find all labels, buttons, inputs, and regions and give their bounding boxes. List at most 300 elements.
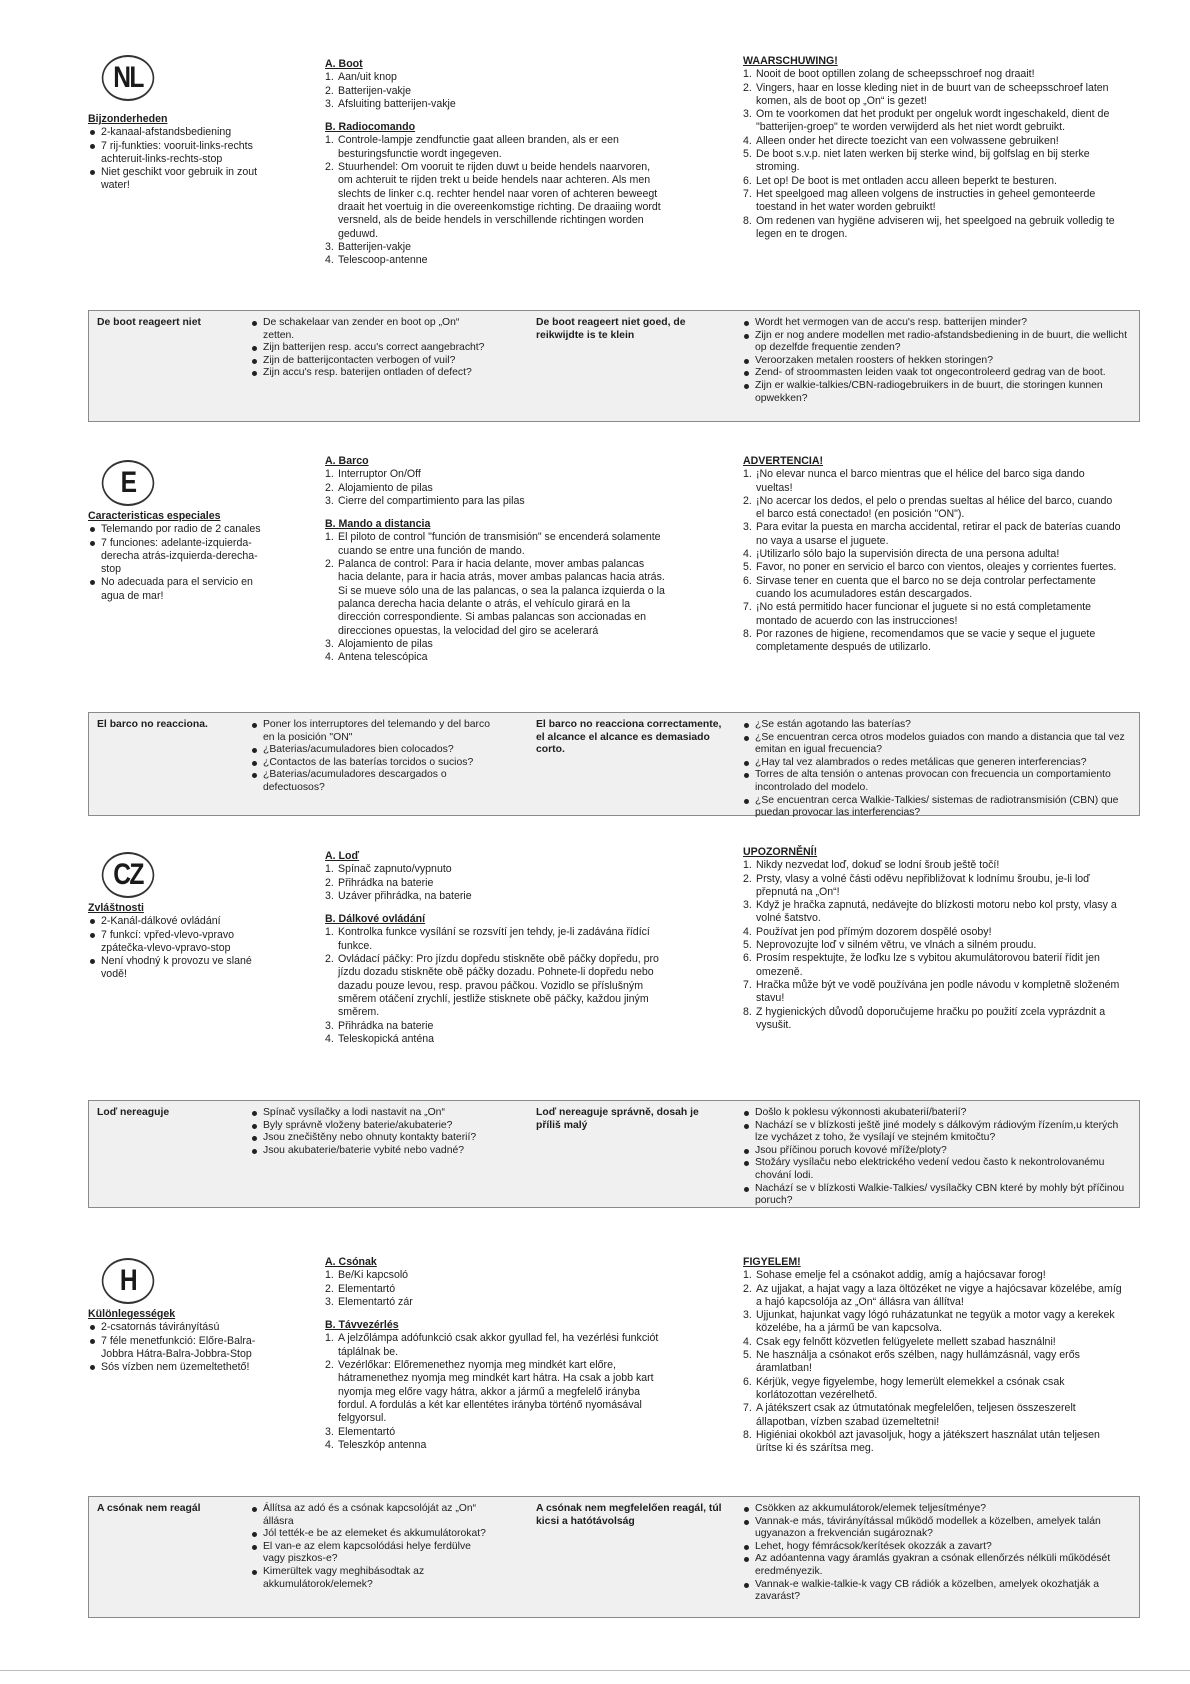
feature-item: Niet geschikt voor gebruik in zout water! (88, 166, 268, 193)
item-text: Alojamiento de pilas (338, 637, 433, 650)
boat-part-item (325, 1283, 665, 1296)
trouble-a-item: Poner los interruptores del telemando y del barco en la posición "ON" (250, 719, 490, 744)
item-text: Teleszkóp antenna (338, 1438, 427, 1451)
warnings-list (743, 468, 1123, 654)
item-text: Sirvase tener en cuenta que el barco no se deja controlar perfectamente cuando los acumuladores están descargados. (756, 574, 1096, 600)
remote-part-item (325, 1439, 665, 1452)
item-number: 4. (743, 1335, 752, 1348)
warning-item (743, 939, 1123, 952)
item-number: 2. (325, 161, 334, 174)
item-number: 3. (743, 108, 752, 121)
item-number: 1. (325, 531, 334, 544)
item-text: Používat jen pod přímým dozorem dospělé osoby! (756, 925, 992, 938)
trouble-b-title: De boot reageert niet goed, de reikwijdte is te klein (536, 317, 686, 341)
item-number: 5. (743, 561, 752, 574)
boat-parts-list (325, 863, 665, 903)
feature-item: 2-kanaal-afstandsbediening (88, 126, 268, 139)
item-text: Controle-lampje zendfunctie gaat alleen branden, als er een besturingsfunctie wordt ingegeven. (338, 134, 619, 160)
warning-item (743, 601, 1123, 628)
warnings-list (743, 68, 1123, 241)
item-text: Por razones de higiene, recomendamos que se vacie y seque el juguete completamente después de utilizarlo. (756, 627, 1096, 654)
warning-item (743, 1402, 1123, 1429)
trouble-a-title: A csónak nem reagál (97, 1503, 201, 1514)
item-number: 1. (325, 1332, 334, 1345)
trouble-b-item: Zend- of stroommasten leiden vaak tot ongecontroleerd gedrag van de boot. (742, 367, 1132, 380)
trouble-b-item: ¿Se encuentran cerca otros modelos guiados con mando a distancia que tal vez emitan en igual frecuencia? (742, 732, 1132, 757)
item-text: El piloto de control "función de transmisión" se encenderá solamente cuando se entre una función de mando. (338, 531, 661, 557)
item-text: Neprovozujte loď v silném větru, ve vlnách a silném proudu. (756, 939, 1037, 952)
warning-item (743, 148, 1123, 175)
warning-item (743, 575, 1123, 602)
remote-part-item (325, 1332, 665, 1359)
item-number: 7. (743, 1402, 752, 1415)
boat-title: A. Csónak (325, 1256, 377, 1268)
troubleshooting-box (88, 712, 1140, 819)
trouble-a-item: Byly správně vloženy baterie/akubaterie? (250, 1120, 490, 1133)
features-list (88, 1321, 268, 1374)
trouble-a-item: Jsou akubaterie/baterie vybité nebo vadné? (250, 1145, 490, 1158)
remote-part-item (325, 651, 665, 664)
warning-item (743, 215, 1123, 242)
item-number: 5. (743, 939, 752, 952)
item-text: Csak egy felnőtt közvetlen felügyelete mellett szabad használni! (756, 1335, 1056, 1348)
trouble-b-title: Loď nereaguje správně, dosah je příliš malý (536, 1107, 699, 1131)
trouble-b-item: Vannak-e más, távirányítással működő modellek a közelben, amelyek talán ugyanazon a frekvencián sugároznak? (742, 1516, 1132, 1541)
trouble-b-list (742, 1107, 1132, 1208)
item-text: Aan/uit knop (338, 71, 397, 84)
trouble-a-item: Spínač vysílačky a lodi nastavit na „On“ (250, 1107, 490, 1120)
item-text: Kontrolka funkce vysílání se rozsvítí jen tehdy, je-li zadávána řídící funkce. (338, 926, 650, 952)
country-code: E (120, 466, 136, 500)
warning-title: UPOZORNĚNÍ! (743, 846, 818, 858)
item-number: 2. (325, 1282, 334, 1295)
item-number: 2. (325, 558, 334, 571)
remote-parts-list (325, 134, 665, 267)
warning-item (743, 979, 1123, 1006)
feature-item: 2-Kanál-dálkové ovládání (88, 915, 268, 928)
item-text: Sohase emelje fel a csónakot addig, amíg a hajócsavar forog! (756, 1269, 1046, 1282)
trouble-a-title: Loď nereaguje (97, 1107, 170, 1118)
item-number: 1. (743, 1269, 752, 1282)
trouble-b-item: Veroorzaken metalen roosters of hekken storingen? (742, 355, 1132, 368)
item-number: 7. (743, 187, 752, 200)
item-number: 4. (743, 134, 752, 147)
trouble-a-item: Jól tették-e be az elemeket és akkumulátorokat? (250, 1528, 490, 1541)
item-number: 3. (325, 494, 334, 507)
item-number: 2. (743, 494, 752, 507)
bottom-rule (0, 1670, 1190, 1671)
warnings-block (743, 846, 1123, 1032)
features-block (88, 113, 268, 193)
warning-item (743, 495, 1123, 522)
remote-part-item (325, 558, 665, 638)
item-text: Het speelgoed mag alleen volgens de instructies in geheel gemonteerde toestand in het water worden gebruikt! (756, 187, 1096, 214)
item-text: Teleskopická anténa (338, 1032, 434, 1045)
trouble-b-list (742, 1503, 1132, 1604)
boat-part-item (325, 877, 665, 890)
trouble-b-item: ¿Se están agotando las baterías? (742, 719, 1132, 732)
warning-item (743, 859, 1123, 872)
troubleshooting-box (88, 1496, 1140, 1618)
remote-part-item (325, 161, 665, 241)
trouble-b-item: Zijn er walkie-talkies/CBN-radiogebruikers in de buurt, die storingen kunnen opwekken? (742, 380, 1132, 405)
boat-title: A. Boot (325, 58, 363, 70)
item-text: Nooit de boot optillen zolang de scheepsschroef nog draait! (756, 68, 1035, 81)
trouble-b-item: Lehet, hogy fémrácsok/kerítések okozzák a zavart? (742, 1541, 1132, 1554)
trouble-a-list (250, 719, 490, 795)
boat-part-item (325, 495, 665, 508)
trouble-b-item: Wordt het vermogen van de accu's resp. batterijen minder? (742, 317, 1132, 330)
item-number: 2. (325, 84, 334, 97)
warning-item (743, 521, 1123, 548)
trouble-a-list (250, 1503, 490, 1591)
item-number: 3. (325, 1295, 334, 1308)
item-number: 3. (325, 97, 334, 110)
item-text: Favor, no poner en servicio el barco con vientos, oleajes y corrientes fuertes. (756, 561, 1117, 574)
warnings-block (743, 55, 1123, 241)
trouble-a-item: Állítsa az adó és a csónak kapcsolóját az „On“ állásra (250, 1503, 490, 1528)
remote-part-item (325, 953, 665, 1019)
boat-part-item (325, 890, 665, 903)
warning-item (743, 548, 1123, 561)
trouble-a-list (250, 317, 490, 380)
item-number: 1. (325, 71, 334, 84)
section-e (0, 440, 1190, 830)
boat-part-item (325, 71, 665, 84)
parts-block (325, 850, 665, 1046)
item-number: 7. (743, 601, 752, 614)
boat-part-item (325, 1296, 665, 1309)
remote-part-item (325, 1033, 665, 1046)
spacer (325, 111, 665, 121)
item-number: 1. (325, 926, 334, 939)
trouble-b-item: Vannak-e walkie-talkie-k vagy CB rádiók a közelben, amelyek okozhatják a zavarást? (742, 1579, 1132, 1604)
features-title: Különlegességek (88, 1308, 176, 1320)
item-text: Higiéniai okokból azt javasoljuk, hogy a játékszert használat után teljesen ürítse ki és szárítsa meg. (756, 1428, 1100, 1455)
item-text: Kérjük, vegye figyelembe, hogy lemerült elemekkel a csónak csak korlátozottan vezérelhető. (756, 1375, 1065, 1401)
remote-title: B. Mando a distancia (325, 518, 431, 531)
item-number: 4. (325, 651, 334, 664)
features-block (88, 902, 268, 982)
item-text: Om te voorkomen dat het produkt per ongeluk wordt ingeschakeld, dient de "batterijen-groep" te worden verwijderd als het niet wordt gebruikt. (756, 108, 1110, 134)
trouble-b-item: Stožáry vysílaču nebo elektrického vedení vedou často k nekontrolovanému chování lodi. (742, 1157, 1132, 1182)
trouble-b-item: Jsou příčinou poruch kovové mříže/ploty? (742, 1145, 1132, 1158)
item-number: 6. (743, 952, 752, 965)
warning-item (743, 926, 1123, 939)
item-text: Nikdy nezvedat loď, dokuď se lodní šroub ještě točí! (756, 859, 1000, 872)
boat-part-item (325, 1269, 665, 1282)
trouble-b-item: Došlo k poklesu výkonnosti akubaterií/baterií? (742, 1107, 1132, 1120)
warning-title: ADVERTENCIA! (743, 455, 824, 467)
features-title: Zvláštnosti (88, 902, 144, 914)
warning-item (743, 1376, 1123, 1403)
spacer (325, 1309, 665, 1319)
remote-part-item (325, 1426, 665, 1439)
item-text: Interruptor On/Off (338, 468, 421, 481)
trouble-b-item: ¿Hay tal vez alambrados o redes metálicas que generen interferencias? (742, 757, 1132, 770)
item-text: Telescoop-antenne (338, 254, 428, 267)
section-nl (0, 0, 1190, 440)
boat-parts-list (325, 1269, 665, 1309)
item-number: 8. (743, 1005, 752, 1018)
item-number: 5. (743, 148, 752, 161)
trouble-b-item: ¿Se encuentran cerca Walkie-Talkies/ sistemas de radiotransmisión (CBN) que puedan provocar las interferencias? (742, 795, 1132, 820)
trouble-a-item: ¿Baterias/acumuladores bien colocados? (250, 744, 490, 757)
warning-item (743, 899, 1123, 926)
item-number: 2. (743, 1282, 752, 1295)
warning-item (743, 82, 1123, 109)
item-number: 1. (325, 863, 334, 876)
item-number: 6. (743, 174, 752, 187)
warning-item (743, 188, 1123, 215)
trouble-b-item: Nachází se v blízkosti ještě jiné modely s dálkovým rádiovým řízením,u kterých lze vycházet z toho, že vysílají ve stejném kmitočtu? (742, 1120, 1132, 1145)
troubleshooting-box (88, 1100, 1140, 1208)
warning-item (743, 1006, 1123, 1033)
parts-block (325, 58, 665, 267)
trouble-a-item: Zijn accu's resp. baterijen ontladen of defect? (250, 367, 490, 380)
item-text: Para evitar la puesta en marcha accidental, retirar el pack de baterías cuando no vaya a usarse el juguete. (756, 521, 1121, 547)
warning-item (743, 68, 1123, 81)
trouble-a-item: Kimerültek vagy meghibásodtak az akkumulátorok/elemek? (250, 1566, 490, 1591)
item-text: Afsluiting batterijen-vakje (338, 97, 456, 110)
remote-part-item (325, 1020, 665, 1033)
warning-item (743, 1269, 1123, 1282)
item-text: Vezérlőkar: Előremenethez nyomja meg mindkét kart előre, hátramenethez nyomja meg mindkét kart hátra. Ha csak a jobb kart nyomja meg előre vagy hátra, akkor a jármű a megfelelő irányba fordul. A fordulás a két kar ellentétes irányba történő nyomásával felgyorsul. (338, 1359, 654, 1425)
features-block (88, 1308, 268, 1374)
item-number: 4. (743, 548, 752, 561)
boat-parts-list (325, 468, 665, 508)
item-number: 3. (325, 889, 334, 902)
boat-parts-list (325, 71, 665, 111)
warning-item (743, 952, 1123, 979)
item-number: 1. (325, 1269, 334, 1282)
spacer (325, 903, 665, 913)
trouble-a-item: ¿Contactos de las baterías torcidos o sucios? (250, 757, 490, 770)
remote-part-item (325, 531, 665, 558)
remote-part-item (325, 638, 665, 651)
item-number: 7. (743, 978, 752, 991)
item-text: Ovládací páčky: Pro jízdu dopředu stiskněte obě páčky dopředu, pro jízdu dozadu stiskněte obě páčky dozadu. Pohnete-li dopředu nebo dazadu pouze levou, resp. pravou páčkou. Vozidlo se příslušným směrem otáčení zrychlí, jestliže stisknete obě páčky, každou jiným směrem. (338, 953, 659, 1019)
feature-item: Sós vízben nem üzemeltethető! (88, 1361, 268, 1374)
feature-item: 7 funkcí: vpřed-vlevo-vpravo zpátečka-vlevo-vpravo-stop (88, 929, 268, 956)
item-number: 5. (743, 1349, 752, 1362)
remote-title: B. Radiocomando (325, 121, 416, 134)
warning-item (743, 1336, 1123, 1349)
item-number: 3. (325, 637, 334, 650)
item-number: 2. (325, 1359, 334, 1372)
features-list (88, 126, 268, 192)
item-text: Elementartó zár (338, 1295, 413, 1308)
item-text: ¡No acercar los dedos, el pelo o prendas sueltas al hélice del barco, cuando el barco está conectado! (en posición "ON"). (756, 494, 1113, 521)
troubleshooting-box (88, 310, 1140, 422)
feature-item: Telemando por radio de 2 canales (88, 523, 268, 536)
item-number: 3. (325, 1425, 334, 1438)
section-h (0, 1240, 1190, 1680)
trouble-a-title: El barco no reacciona. (97, 719, 208, 730)
warning-item (743, 468, 1123, 495)
remote-part-item (325, 241, 665, 254)
feature-item: 7 funciones: adelante-izquierda-derecha atrás-izquierda-derecha-stop (88, 537, 268, 577)
item-text: Elementartó (338, 1282, 396, 1295)
item-text: Az ujjakat, a hajat vagy a laza öltözéket ne vigye a hajócsavar közelébe, amíg a hajó kapcsolója az „On“ állásra van állítva! (756, 1282, 1122, 1308)
country-code: NL (113, 61, 143, 95)
item-number: 3. (743, 521, 752, 534)
item-number: 3. (325, 240, 334, 253)
remote-part-item (325, 1359, 665, 1425)
country-badge (102, 1258, 154, 1304)
item-number: 2. (743, 872, 752, 885)
item-text: Když je hračka zapnutá, nedávejte do blízkosti motoru nebo kol prsty, vlasy a volné šatstvo. (756, 899, 1117, 925)
item-text: Prsty, vlasy a volné části oděvu nepřibližovat k lodnímu šroubu, je-li loď přepnutá na „On“! (756, 872, 1090, 898)
remote-part-item (325, 134, 665, 161)
remote-parts-list (325, 1332, 665, 1452)
feature-item: 2-csatornás távirányítású (88, 1321, 268, 1334)
boat-part-item (325, 468, 665, 481)
trouble-a-title: De boot reageert niet (97, 317, 201, 328)
remote-parts-list (325, 926, 665, 1046)
feature-item: No adecuada para el servicio en agua de mar! (88, 576, 268, 603)
trouble-b-item: Torres de alta tensión o antenas provocan con frecuencia un comportamiento incontrolado del modelo. (742, 769, 1132, 794)
trouble-b-item: Nachází se v blízkosti Walkie-Talkies/ vysílačky CBN které by mohly být příčinou poruch? (742, 1183, 1132, 1208)
item-number: 3. (743, 1309, 752, 1322)
country-code: CZ (113, 858, 143, 892)
features-list (88, 915, 268, 981)
remote-part-item (325, 254, 665, 267)
warnings-list (743, 859, 1123, 1032)
warnings-block (743, 455, 1123, 654)
warning-item (743, 175, 1123, 188)
warning-item (743, 1309, 1123, 1336)
item-text: A jelzőlámpa adófunkció csak akkor gyullad fel, ha vezérlési funkciót táplálnak be. (338, 1332, 659, 1358)
warning-item (743, 1349, 1123, 1376)
features-list (88, 523, 268, 603)
warning-item (743, 873, 1123, 900)
item-number: 1. (743, 68, 752, 81)
warning-item (743, 561, 1123, 574)
item-number: 2. (743, 81, 752, 94)
remote-title: B. Távvezérlés (325, 1319, 399, 1332)
item-number: 1. (325, 134, 334, 147)
remote-title: B. Dálkové ovládání (325, 913, 426, 926)
item-number: 8. (743, 627, 752, 640)
item-number: 4. (325, 1438, 334, 1451)
item-number: 2. (325, 481, 334, 494)
warning-item (743, 135, 1123, 148)
item-number: 2. (325, 876, 334, 889)
item-text: Z hygienických důvodů doporučujeme hračku po použití zcela vyprázdnit a vysušit. (756, 1005, 1106, 1031)
trouble-a-item: Zijn batterijen resp. accu's correct aangebracht? (250, 342, 490, 355)
item-text: Be/Ki kapcsoló (338, 1269, 409, 1282)
item-text: Přihrádka na baterie (338, 1019, 434, 1032)
warnings-block (743, 1256, 1123, 1455)
spacer (325, 508, 665, 518)
country-badge (102, 460, 154, 506)
trouble-b-title: A csónak nem megfelelően reagál, túl kicsi a hatótávolság (536, 1503, 722, 1527)
item-text: Antena telescópica (338, 651, 428, 664)
feature-item: 7 féle menetfunkció: Előre-Balra-Jobbra Hátra-Balra-Jobbra-Stop (88, 1335, 268, 1362)
warning-title: WAARSCHUWING! (743, 55, 838, 67)
trouble-a-item: ¿Baterias/acumuladores descargados o defectuosos? (250, 769, 490, 794)
country-code: H (119, 1264, 137, 1298)
boat-part-item (325, 482, 665, 495)
features-block (88, 510, 268, 603)
item-number: 1. (743, 859, 752, 872)
item-text: Cierre del compartimiento para las pilas (338, 494, 525, 507)
features-title: Bijzonderheden (88, 113, 168, 125)
item-text: Ujjunkat, hajunkat vagy lógó ruházatunkat ne tegyük a motor vagy a kerekek közelébe, ha a jármű be van kapcsolva. (756, 1309, 1115, 1335)
trouble-b-item: Csökken az akkumulátorok/elemek teljesítménye? (742, 1503, 1132, 1516)
item-text: A játékszert csak az útmutatónak megfelelően, teljesen összeszerelt állapotban, vízben szabad üzemeltetni! (756, 1402, 1076, 1428)
item-text: ¡No está permitido hacer funcionar el juguete si no está completamente montado de acuerdo con las instrucciones! (756, 601, 1092, 627)
country-badge (102, 55, 154, 101)
item-text: Batterijen-vakje (338, 84, 412, 97)
item-number: 4. (325, 254, 334, 267)
item-text: Přihrádka na baterie (338, 876, 434, 889)
item-number: 8. (743, 1428, 752, 1441)
trouble-a-item: Jsou znečištěny nebo ohnuty kontakty baterií? (250, 1132, 490, 1145)
item-number: 3. (325, 1019, 334, 1032)
item-text: Let op! De boot is met ontladen accu alleen beperkt te besturen. (756, 174, 1057, 187)
item-text: Alojamiento de pilas (338, 481, 433, 494)
item-text: Spínač zapnuto/vypnuto (338, 863, 452, 876)
trouble-b-list (742, 317, 1132, 405)
item-text: Stuurhendel: Om vooruit te rijden duwt u beide hendels naarvoren, om achteruit te rijden trekt u beide hendels naar achteren. Als men slechts de linker c.q. rechter hendel naar voren of achteren beweegt draait het voertuig in die overeenkomstige richting. De draaiing wordt versneld, als de beide hendels in verschillende richtingen worden geduwd. (338, 161, 661, 240)
trouble-b-title: El barco no reacciona correctamente, el alcance el alcance es demasiado corto. (536, 719, 722, 756)
item-number: 8. (743, 214, 752, 227)
country-badge (102, 852, 154, 898)
item-number: 2. (325, 953, 334, 966)
remote-part-item (325, 926, 665, 953)
item-text: Ne használja a csónakot erős szélben, nagy hullámzásnál, vagy erős áramlatban! (756, 1349, 1080, 1375)
item-text: Alleen onder het directe toezicht van een volwassene gebruiken! (756, 134, 1059, 147)
item-text: Hračka může být ve vodě používána jen podle návodu v kompletně složeném stavu! (756, 978, 1120, 1005)
item-text: Om redenen van hygiëne adviseren wij, het speelgoed na gebruik volledig te legen en te drogen. (756, 214, 1115, 240)
warning-item (743, 1429, 1123, 1456)
trouble-a-item: El van-e az elem kapcsolódási helye ferdülve vagy piszkos-e? (250, 1541, 490, 1566)
item-text: Uzáver přihrádka, na baterie (338, 889, 472, 902)
item-number: 1. (325, 468, 334, 481)
item-text: Elementartó (338, 1425, 396, 1438)
boat-part-item (325, 98, 665, 111)
trouble-a-item: Zijn de batterijcontacten verbogen of vuil? (250, 355, 490, 368)
trouble-b-list (742, 719, 1132, 820)
item-text: Vingers, haar en losse kleding niet in de buurt van de scheepsschroef laten komen, als de boot op „On“ is gezet! (756, 81, 1109, 107)
trouble-a-item: De schakelaar van zender en boot op „On“ zetten. (250, 317, 490, 342)
section-cz (0, 830, 1190, 1240)
item-text: Batterijen-vakje (338, 240, 412, 253)
feature-item: Není vhodný k provozu ve slané vodě! (88, 955, 268, 982)
features-title: Caracteristicas especiales (88, 510, 221, 522)
item-number: 6. (743, 1375, 752, 1388)
boat-part-item (325, 85, 665, 98)
item-text: Palanca de control: Para ir hacia delante, mover ambas palancas hacia delante, para ir hacia atrás, mover ambas palancas hacia atrás. Si se mueve sólo una de las palancas, o sea la palanca izquierda o la palanca derecha hacia delante o atrás, el vehículo girará en la dirección correspondiente. Si ambas palancas son accionadas en direcciones opuestas, la velocidad del giro se acelerará (338, 558, 665, 637)
item-text: Prosím respektujte, že loďku lze s vybitou akumulátorovou baterií řídit jen omezeně. (756, 952, 1100, 978)
item-number: 4. (743, 925, 752, 938)
item-text: De boot s.v.p. niet laten werken bij sterke wind, bij golfslag en bij sterke stroming. (756, 148, 1090, 174)
trouble-b-item: Az adóantenna vagy áramlás gyakran a csónak ellenőrzés nélküli működését eredményezik. (742, 1553, 1132, 1578)
item-number: 4. (325, 1032, 334, 1045)
parts-block (325, 455, 665, 664)
warning-item (743, 108, 1123, 135)
boat-title: A. Barco (325, 455, 369, 467)
warning-title: FIGYELEM! (743, 1256, 801, 1268)
item-number: 6. (743, 574, 752, 587)
remote-parts-list (325, 531, 665, 664)
parts-block (325, 1256, 665, 1452)
boat-title: A. Loď (325, 850, 360, 862)
warnings-list (743, 1269, 1123, 1455)
item-text: ¡Utilizarlo sólo bajo la supervisión directa de una persona adulta! (756, 548, 1060, 561)
